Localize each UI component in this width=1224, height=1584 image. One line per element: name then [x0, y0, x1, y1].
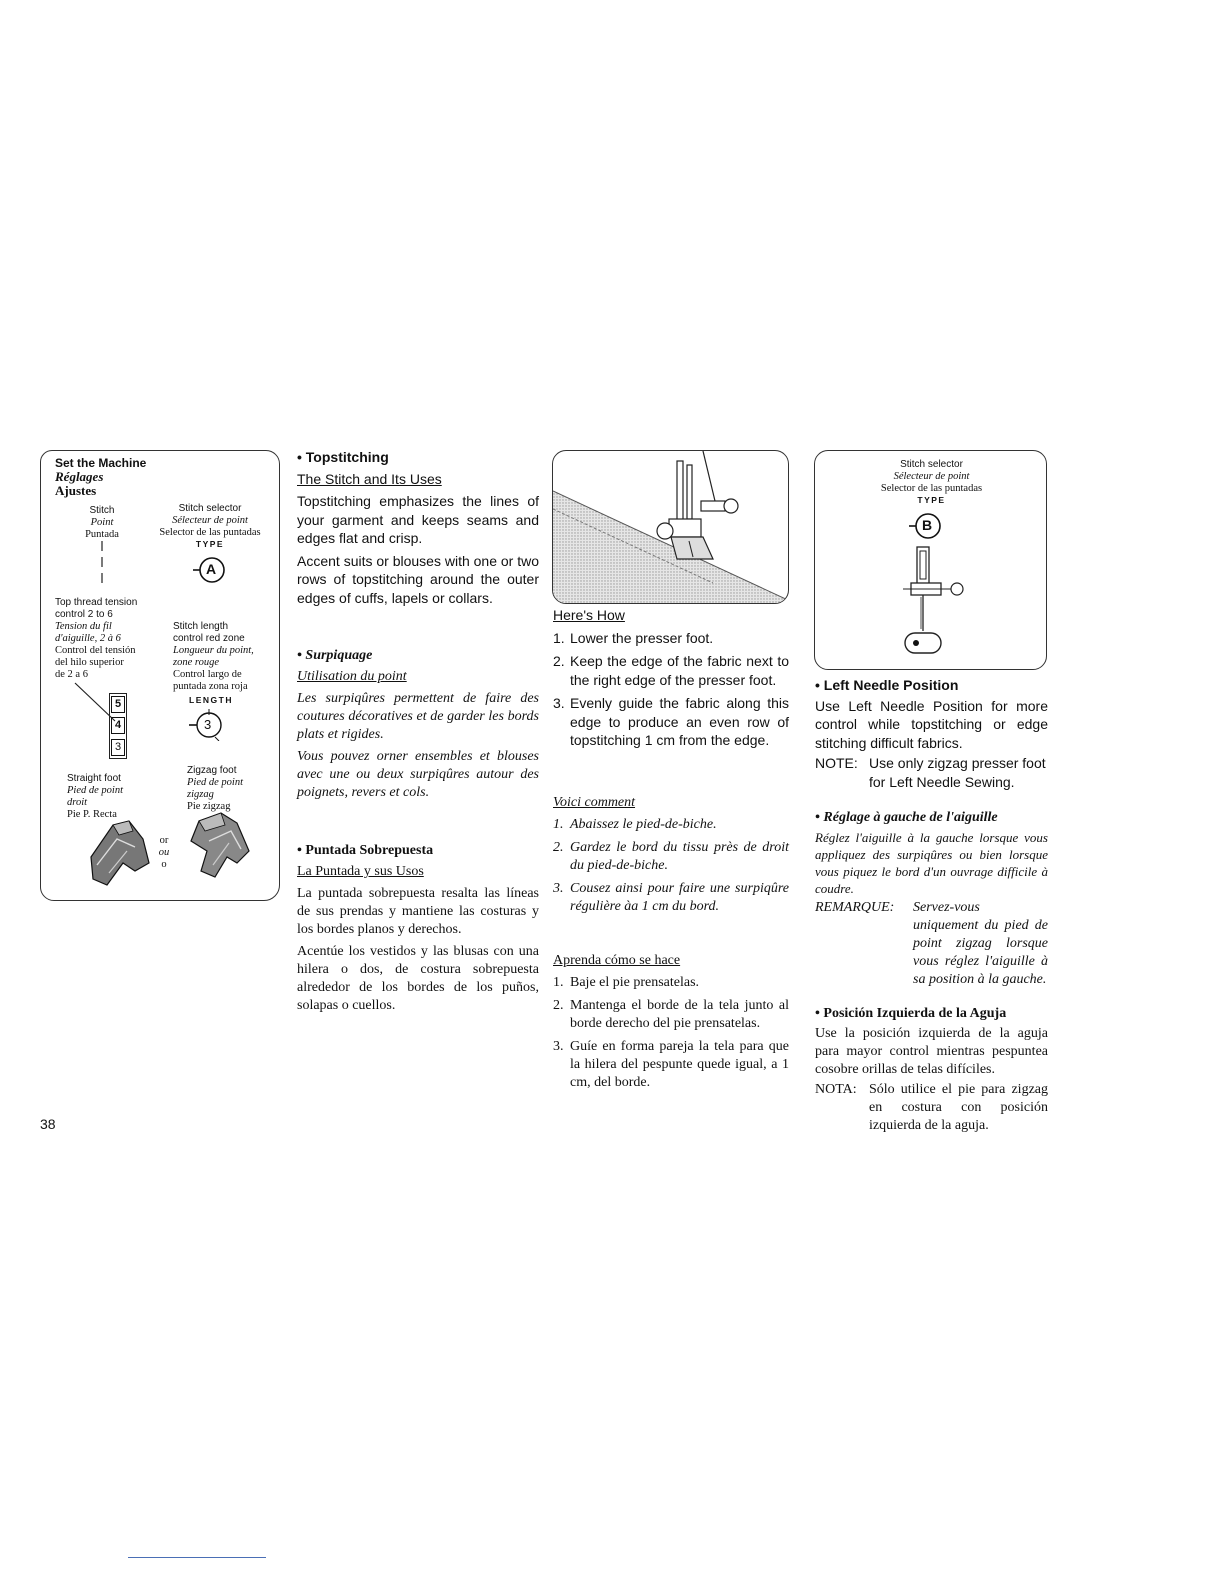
- needle-position-figure: [814, 450, 1047, 670]
- set-machine-panel: [40, 450, 280, 901]
- type-label: TYPE: [195, 539, 225, 549]
- puntada-subheading: La Puntada y sus Usos: [297, 864, 424, 879]
- list-item: 2. Gardez le bord du tissu près de droit du pied-de-biche.: [553, 839, 789, 873]
- type-a-value: A: [206, 561, 217, 577]
- dial-value-3: 3: [111, 739, 125, 756]
- surpiquage-heading: • Surpiquage: [297, 648, 373, 663]
- puntada-paragraph-1: La puntada sobrepuesta resalta las líneas de sus prendas y mantiene las costuras y los bordes planos y derechos.: [297, 886, 539, 937]
- heres-how-heading: Here's How: [553, 607, 625, 623]
- surpiquage-paragraph-1: Les surpiqûres permettent de faire des coutures décoratives et de garder les bords plats et rigides.: [297, 691, 539, 742]
- tension-label: Top thread tension control 2 to 6 Tension du fil d'aiguille, 2 à 6 Control del tensión del hilo superior de 2 a 6: [55, 597, 138, 680]
- dial-value-5: 5: [111, 696, 125, 713]
- reglage-note: REMARQUE: Servez-vous uniquement du pied de point zigzag lorsque vous réglez l'aiguille à sa position à la gauche.: [815, 900, 1048, 987]
- bottom-divider: [128, 1557, 266, 1558]
- list-item: 3. Cousez ainsi pour faire une surpiqûre régulière àa 1 cm du bord.: [553, 880, 789, 914]
- puntada-paragraph-2: Acentúe los vestidos y las blusas con una hilera o dos, de costura sobrepuesta alrededor de los bordes de los puños, solapas o cuellos.: [297, 944, 539, 1013]
- length-value: 3: [204, 717, 212, 732]
- list-item: 3. Evenly guide the fabric along this edge to produce an even row of topstitching 1 cm from the edge.: [553, 695, 789, 748]
- list-item: 1. Baje el pie prensatelas.: [553, 974, 700, 990]
- type-a-dial-icon: [191, 555, 227, 585]
- list-item: 1. Abaissez le pied-de-biche.: [553, 816, 717, 832]
- stitch-length-label: Stitch length control red zone Longueur du point, zone rouge Control largo de puntada zona roja: [173, 621, 254, 692]
- topstitching-paragraph-2: Accent suits or blouses with one or two rows of topstitching around the outer edges of cuffs, lapels or collars.: [297, 552, 540, 606]
- set-machine-header: [55, 456, 146, 498]
- left-needle-note: NOTE: Use only zigzag presser foot for Left Needle Sewing.: [815, 755, 1046, 790]
- page-number: 38: [40, 1116, 56, 1132]
- surpiquage-paragraph-2: Vous pouvez orner ensembles et blouses avec une ou deux surpiqûres autour des poignets, revers et cols.: [297, 749, 539, 800]
- heres-how-column: [553, 606, 789, 1092]
- presser-foot-figure: [552, 450, 789, 604]
- type-b-dial-icon: [907, 511, 943, 541]
- left-needle-icon: [895, 545, 975, 665]
- dial-value-4: 4: [111, 717, 125, 734]
- set-machine-title-en: Set the Machine: [55, 456, 147, 470]
- voici-steps: [553, 816, 789, 916]
- voici-heading: Voici comment: [553, 794, 636, 810]
- stitch-selector-label: Stitch selector Sélecteur de point Selector de las puntadas TYPE: [145, 503, 275, 549]
- set-machine-title-fr: Réglages: [55, 469, 104, 484]
- topstitching-column: [297, 448, 539, 1015]
- set-machine-title-es: Ajustes: [55, 483, 97, 498]
- list-item: 1. Lower the presser foot.: [553, 629, 714, 646]
- surpiquage-subheading: Utilisation du point: [297, 669, 407, 684]
- topstitching-subheading: The Stitch and Its Uses: [297, 470, 442, 487]
- zigzag-foot-icon: [179, 811, 255, 887]
- reglage-paragraph: Réglez l'aiguille à la gauche lorsque vous appliquez des surpiqûres ou bien lorsque vous piquez le bord d'un ouvrage difficile à coudre.: [815, 830, 1048, 896]
- topstitching-paragraph-1: Topstitching emphasizes the lines of your garment and keeps seams and edges flat and crisp.: [297, 493, 539, 546]
- presser-foot-illustration: [553, 451, 789, 604]
- stitch-pointer-line: [97, 541, 107, 583]
- list-item: 3. Guíe en forma pareja la tela para que la hilera del pespunte quede igual, a 1 cm, del borde.: [553, 1038, 789, 1090]
- list-item: 2. Mantenga el borde de la tela junto al borde derecho del pie prensatelas.: [553, 997, 789, 1031]
- straight-foot-icon: [83, 817, 155, 891]
- type-b-value: B: [922, 517, 933, 533]
- selector-figure-labels: Stitch selector Sélecteur de point Selector de las puntadas TYPE: [880, 459, 983, 505]
- list-item: 2. Keep the edge of the fabric next to the right edge of the presser foot.: [553, 653, 789, 688]
- left-needle-heading: • Left Needle Position: [815, 677, 959, 693]
- puntada-heading: • Puntada Sobrepuesta: [297, 843, 434, 858]
- posicion-paragraph: Use la posición izquierda de la aguja para mayor control mientras pespuntea cosobre orillas de telas difíciles.: [815, 1026, 1048, 1077]
- or-label: or ou o: [158, 835, 170, 870]
- stitch-label: Stitch Point Puntada: [85, 505, 119, 540]
- zigzag-foot-label: Zigzag foot Pied de point zigzag Pie zigzag: [187, 765, 243, 812]
- reglage-heading: • Réglage à gauche de l'aiguille: [815, 810, 998, 825]
- aprenda-heading: Aprenda cómo se hace: [553, 952, 681, 968]
- heres-how-steps: [553, 629, 789, 750]
- aprenda-steps: [553, 974, 789, 1092]
- length-dial-icon: [185, 707, 225, 741]
- posicion-heading: • Posición Izquierda de la Aguja: [815, 1006, 1007, 1021]
- topstitching-heading: • Topstitching: [297, 449, 389, 465]
- straight-foot-label: Straight foot Pied de point droit Pie P. Recta: [67, 773, 123, 820]
- tension-dial-icon: [109, 693, 127, 759]
- length-label: LENGTH: [189, 695, 233, 705]
- left-needle-paragraph: Use Left Needle Position for more control while topstitching or edge stitching difficult fabrics.: [815, 697, 1048, 751]
- posicion-note: NOTA: Sólo utilice el pie para zigzag en costura con posición izquierda de la aguja.: [815, 1082, 1048, 1133]
- left-needle-column: [815, 676, 1048, 1135]
